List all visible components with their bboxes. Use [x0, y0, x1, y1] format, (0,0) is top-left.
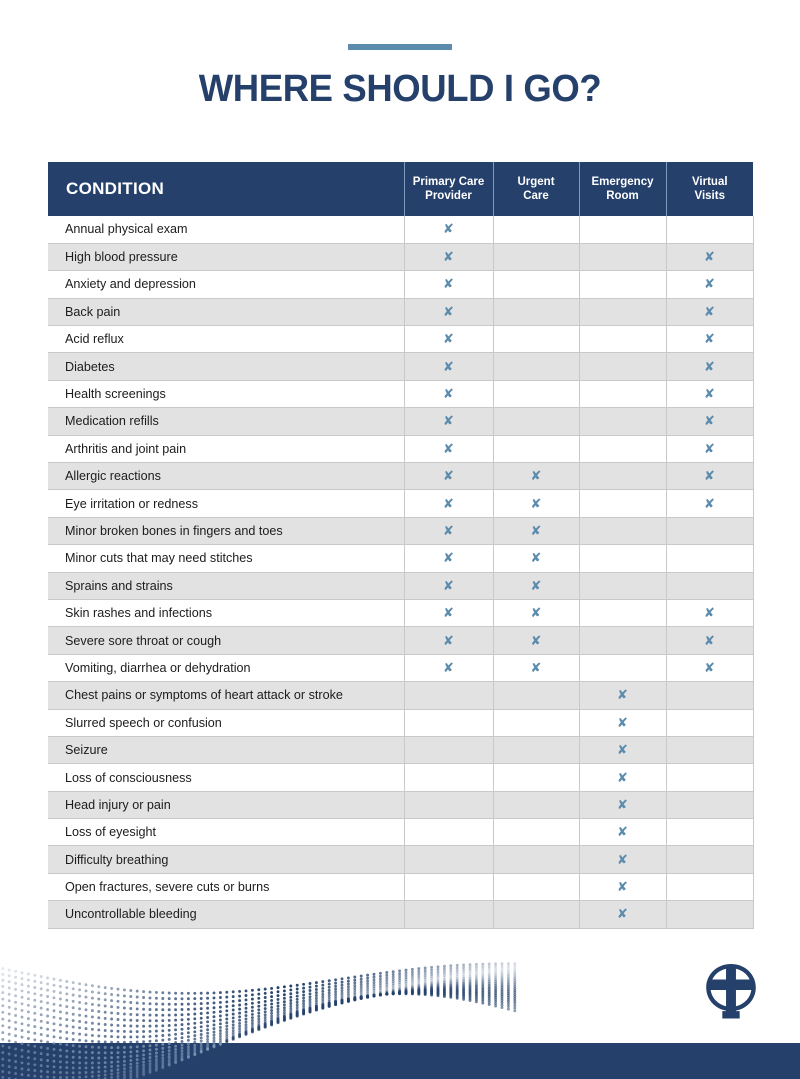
condition-label: Minor broken bones in fingers and toes: [48, 517, 404, 544]
cell-urgent-care: [493, 408, 579, 435]
x-mark-icon: ✘: [531, 470, 542, 483]
table-row: [48, 736, 753, 763]
condition-label: Chest pains or symptoms of heart attack or stroke: [48, 682, 404, 709]
cell-primary-care-provider: [404, 654, 493, 681]
table-row: [48, 709, 753, 736]
cell-urgent-care: [493, 216, 579, 243]
cell-primary-care-provider: [404, 326, 493, 353]
condition-label: Acid reflux: [48, 326, 404, 353]
table-row: [48, 572, 753, 599]
cell-primary-care-provider: [404, 682, 493, 709]
dot-wave-graphic: [0, 934, 800, 1079]
x-mark-icon: ✘: [617, 854, 628, 867]
x-mark-icon: ✘: [443, 306, 454, 319]
cell-urgent-care: [493, 545, 579, 572]
cell-urgent-care: [493, 243, 579, 270]
cell-virtual-visits: [666, 873, 753, 900]
condition-label: Health screenings: [48, 380, 404, 407]
cell-virtual-visits: [666, 490, 753, 517]
table-row: [48, 435, 753, 462]
cell-virtual-visits: [666, 709, 753, 736]
condition-chart: [48, 162, 753, 929]
cell-emergency-room: [579, 298, 666, 325]
condition-label: High blood pressure: [48, 243, 404, 270]
cell-emergency-room: [579, 353, 666, 380]
x-mark-icon: ✘: [443, 388, 454, 401]
cell-urgent-care: [493, 572, 579, 599]
cell-primary-care-provider: [404, 901, 493, 928]
x-mark-icon: ✘: [704, 470, 715, 483]
condition-label: Seizure: [48, 736, 404, 763]
footer-navy-band: [0, 1043, 800, 1079]
cell-primary-care-provider: [404, 243, 493, 270]
condition-label: Back pain: [48, 298, 404, 325]
x-mark-icon: ✘: [704, 443, 715, 456]
cell-emergency-room: [579, 682, 666, 709]
cell-primary-care-provider: [404, 408, 493, 435]
x-mark-icon: ✘: [531, 552, 542, 565]
cell-virtual-visits: [666, 572, 753, 599]
cell-emergency-room: [579, 490, 666, 517]
table-header: [48, 162, 753, 216]
cell-primary-care-provider: [404, 545, 493, 572]
column-header-condition: CONDITION: [48, 162, 404, 216]
table-row: [48, 463, 753, 490]
condition-label: Loss of eyesight: [48, 819, 404, 846]
x-mark-icon: ✘: [704, 388, 715, 401]
cell-primary-care-provider: [404, 463, 493, 490]
cell-emergency-room: [579, 627, 666, 654]
cell-emergency-room: [579, 216, 666, 243]
cell-emergency-room: [579, 736, 666, 763]
x-mark-icon: ✘: [704, 415, 715, 428]
condition-label: Sprains and strains: [48, 572, 404, 599]
cell-primary-care-provider: [404, 216, 493, 243]
x-mark-icon: ✘: [531, 662, 542, 675]
cell-emergency-room: [579, 517, 666, 544]
table-row: [48, 490, 753, 517]
cell-primary-care-provider: [404, 819, 493, 846]
celtic-cross-logo: [700, 959, 762, 1021]
cell-virtual-visits: [666, 682, 753, 709]
condition-label: Difficulty breathing: [48, 846, 404, 873]
condition-label: Eye irritation or redness: [48, 490, 404, 517]
cell-virtual-visits: [666, 380, 753, 407]
table-row: [48, 298, 753, 325]
x-mark-icon: ✘: [617, 772, 628, 785]
cell-emergency-room: [579, 599, 666, 626]
x-mark-icon: ✘: [531, 525, 542, 538]
x-mark-icon: ✘: [704, 498, 715, 511]
cell-virtual-visits: [666, 298, 753, 325]
x-mark-icon: ✘: [443, 580, 454, 593]
x-mark-icon: ✘: [531, 607, 542, 620]
cell-urgent-care: [493, 517, 579, 544]
cell-virtual-visits: [666, 846, 753, 873]
x-mark-icon: ✘: [443, 278, 454, 291]
cell-virtual-visits: [666, 627, 753, 654]
where-should-i-go-table: [48, 162, 754, 929]
table-row: [48, 764, 753, 791]
cell-emergency-room: [579, 271, 666, 298]
cell-primary-care-provider: [404, 380, 493, 407]
x-mark-icon: ✘: [704, 635, 715, 648]
cell-urgent-care: [493, 791, 579, 818]
table-row: [48, 353, 753, 380]
table-row: [48, 380, 753, 407]
x-mark-icon: ✘: [443, 361, 454, 374]
x-mark-icon: ✘: [531, 498, 542, 511]
footer-decoration: [0, 934, 800, 1079]
cell-primary-care-provider: [404, 271, 493, 298]
cell-primary-care-provider: [404, 846, 493, 873]
table-body: [48, 216, 753, 928]
dot-wave-graphic-inverted: [0, 934, 800, 1079]
x-mark-icon: ✘: [704, 306, 715, 319]
cell-emergency-room: [579, 435, 666, 462]
cell-virtual-visits: [666, 326, 753, 353]
cell-primary-care-provider: [404, 490, 493, 517]
cell-emergency-room: [579, 572, 666, 599]
condition-label: Skin rashes and infections: [48, 599, 404, 626]
cell-virtual-visits: [666, 216, 753, 243]
cell-emergency-room: [579, 326, 666, 353]
condition-label: Open fractures, severe cuts or burns: [48, 873, 404, 900]
x-mark-icon: ✘: [443, 607, 454, 620]
x-mark-icon: ✘: [704, 278, 715, 291]
cell-urgent-care: [493, 819, 579, 846]
cell-primary-care-provider: [404, 572, 493, 599]
condition-label: Vomiting, diarrhea or dehydration: [48, 654, 404, 681]
table-row: [48, 819, 753, 846]
x-mark-icon: ✘: [617, 717, 628, 730]
x-mark-icon: ✘: [531, 580, 542, 593]
condition-label: Severe sore throat or cough: [48, 627, 404, 654]
cell-emergency-room: [579, 791, 666, 818]
table-row: [48, 216, 753, 243]
x-mark-icon: ✘: [704, 607, 715, 620]
table-row: [48, 901, 753, 928]
cell-virtual-visits: [666, 599, 753, 626]
cell-urgent-care: [493, 463, 579, 490]
x-mark-icon: ✘: [617, 689, 628, 702]
cell-primary-care-provider: [404, 709, 493, 736]
x-mark-icon: ✘: [443, 635, 454, 648]
cell-virtual-visits: [666, 463, 753, 490]
cell-emergency-room: [579, 380, 666, 407]
cell-urgent-care: [493, 736, 579, 763]
cell-urgent-care: [493, 326, 579, 353]
cell-emergency-room: [579, 243, 666, 270]
column-header-primary-care-provider: Primary Care Provider: [404, 162, 493, 216]
cell-primary-care-provider: [404, 599, 493, 626]
x-mark-icon: ✘: [617, 908, 628, 921]
x-mark-icon: ✘: [443, 662, 454, 675]
cell-emergency-room: [579, 846, 666, 873]
cell-emergency-room: [579, 408, 666, 435]
cell-emergency-room: [579, 764, 666, 791]
condition-label: Allergic reactions: [48, 463, 404, 490]
x-mark-icon: ✘: [704, 662, 715, 675]
table-row: [48, 846, 753, 873]
cell-emergency-room: [579, 901, 666, 928]
condition-label: Minor cuts that may need stitches: [48, 545, 404, 572]
cell-urgent-care: [493, 353, 579, 380]
table-header-row: [48, 162, 753, 216]
condition-label: Medication refills: [48, 408, 404, 435]
table-row: [48, 243, 753, 270]
table-row: [48, 326, 753, 353]
cell-virtual-visits: [666, 271, 753, 298]
cell-urgent-care: [493, 682, 579, 709]
x-mark-icon: ✘: [443, 552, 454, 565]
table-row: [48, 271, 753, 298]
table-row: [48, 545, 753, 572]
cell-urgent-care: [493, 435, 579, 462]
x-mark-icon: ✘: [617, 826, 628, 839]
condition-label: Head injury or pain: [48, 791, 404, 818]
x-mark-icon: ✘: [443, 333, 454, 346]
cell-emergency-room: [579, 819, 666, 846]
cell-urgent-care: [493, 380, 579, 407]
x-mark-icon: ✘: [443, 443, 454, 456]
cell-emergency-room: [579, 709, 666, 736]
table-row: [48, 408, 753, 435]
x-mark-icon: ✘: [443, 470, 454, 483]
cell-virtual-visits: [666, 736, 753, 763]
condition-label: Uncontrollable bleeding: [48, 901, 404, 928]
cell-virtual-visits: [666, 545, 753, 572]
table-row: [48, 627, 753, 654]
x-mark-icon: ✘: [617, 881, 628, 894]
table-row: [48, 682, 753, 709]
cell-virtual-visits: [666, 791, 753, 818]
cell-urgent-care: [493, 873, 579, 900]
cell-urgent-care: [493, 490, 579, 517]
cell-urgent-care: [493, 764, 579, 791]
table-row: [48, 654, 753, 681]
cell-urgent-care: [493, 901, 579, 928]
cell-primary-care-provider: [404, 873, 493, 900]
cell-urgent-care: [493, 846, 579, 873]
page-title: WHERE SHOULD I GO?: [16, 68, 784, 111]
x-mark-icon: ✘: [531, 635, 542, 648]
x-mark-icon: ✘: [704, 333, 715, 346]
x-mark-icon: ✘: [443, 223, 454, 236]
condition-label: Diabetes: [48, 353, 404, 380]
x-mark-icon: ✘: [443, 525, 454, 538]
cell-emergency-room: [579, 654, 666, 681]
cell-virtual-visits: [666, 435, 753, 462]
cell-emergency-room: [579, 463, 666, 490]
cell-virtual-visits: [666, 243, 753, 270]
cell-primary-care-provider: [404, 764, 493, 791]
table-row: [48, 599, 753, 626]
cell-urgent-care: [493, 654, 579, 681]
condition-label: Anxiety and depression: [48, 271, 404, 298]
cell-primary-care-provider: [404, 736, 493, 763]
cell-primary-care-provider: [404, 298, 493, 325]
cell-primary-care-provider: [404, 353, 493, 380]
column-header-virtual-visits: Virtual Visits: [666, 162, 753, 216]
cell-virtual-visits: [666, 819, 753, 846]
cell-urgent-care: [493, 271, 579, 298]
cell-emergency-room: [579, 545, 666, 572]
condition-label: Loss of consciousness: [48, 764, 404, 791]
x-mark-icon: ✘: [443, 498, 454, 511]
table-row: [48, 873, 753, 900]
cell-virtual-visits: [666, 353, 753, 380]
cell-primary-care-provider: [404, 627, 493, 654]
x-mark-icon: ✘: [443, 251, 454, 264]
cell-primary-care-provider: [404, 517, 493, 544]
x-mark-icon: ✘: [617, 744, 628, 757]
condition-label: Arthritis and joint pain: [48, 435, 404, 462]
cell-urgent-care: [493, 599, 579, 626]
condition-label: Slurred speech or confusion: [48, 709, 404, 736]
column-header-urgent-care: Urgent Care: [493, 162, 579, 216]
table-row: [48, 791, 753, 818]
cell-primary-care-provider: [404, 435, 493, 462]
cell-virtual-visits: [666, 901, 753, 928]
cell-urgent-care: [493, 709, 579, 736]
x-mark-icon: ✘: [617, 799, 628, 812]
table-row: [48, 517, 753, 544]
cell-urgent-care: [493, 298, 579, 325]
x-mark-icon: ✘: [704, 251, 715, 264]
cell-virtual-visits: [666, 764, 753, 791]
cell-virtual-visits: [666, 517, 753, 544]
column-header-emergency-room: Emergency Room: [579, 162, 666, 216]
cell-virtual-visits: [666, 654, 753, 681]
cell-primary-care-provider: [404, 791, 493, 818]
condition-label: Annual physical exam: [48, 216, 404, 243]
cell-emergency-room: [579, 873, 666, 900]
cell-virtual-visits: [666, 408, 753, 435]
title-accent-bar: [348, 44, 452, 50]
cell-urgent-care: [493, 627, 579, 654]
x-mark-icon: ✘: [443, 415, 454, 428]
x-mark-icon: ✘: [704, 361, 715, 374]
